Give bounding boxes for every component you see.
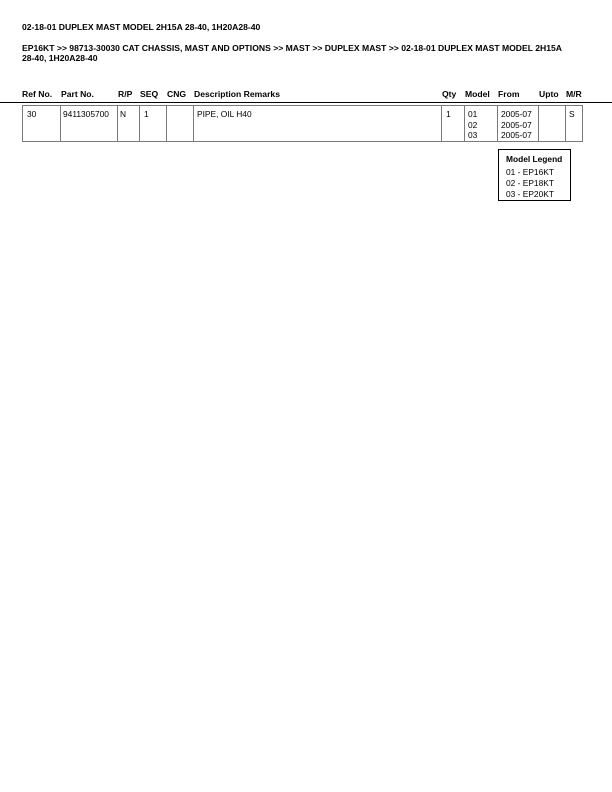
header-from: From [498,89,520,99]
column-divider [166,105,167,142]
model-legend [498,149,571,201]
column-divider [60,105,61,142]
header-rp: R/P [118,89,133,99]
model-legend-item: 01 - EP16KT [506,167,554,177]
cell-from: 2005-07 [501,130,532,140]
cell-model: 02 [468,119,478,130]
cell-mr: S [569,109,575,119]
model-legend-item: 02 - EP18KT [506,178,554,188]
cell-rp: N [120,109,127,119]
header-ref-no: Ref No. [22,89,53,99]
page-title: 02-18-01 DUPLEX MAST MODEL 2H15A 28-40, 1H20A28-40 [22,22,261,32]
model-legend-title: Model Legend [506,154,563,164]
column-divider [117,105,118,142]
breadcrumb-line-1: EP16KT >> 98713-30030 CAT CHASSIS, MAST AND OPTIONS >> MAST >> DUPLEX MAST >> 02-18-01 DUPLEX MAST MODEL 2H15A [22,43,562,53]
breadcrumb-line-2: 28-40, 1H20A28-40 [22,53,98,63]
cell-from: 2005-07 [501,119,532,130]
column-divider [464,105,465,142]
header-mr: M/R [566,89,582,99]
model-legend-item: 03 - EP20KT [506,189,554,199]
breadcrumb [22,43,594,63]
column-divider [441,105,442,142]
column-divider [497,105,498,142]
cell-part-no: 9411305700 [63,109,109,119]
column-divider [139,105,140,142]
header-description: Description Remarks [194,89,280,99]
column-divider [565,105,566,142]
header-upto: Upto [539,89,559,99]
cell-qty: 1 [446,109,451,119]
header-part-no: Part No. [61,89,94,99]
column-divider [193,105,194,142]
column-divider [538,105,539,142]
cell-description: PIPE, OIL H40 [197,109,252,119]
header-qty: Qty [442,89,457,99]
cell-seq: 1 [144,109,149,119]
cell-from: 2005-07 [501,109,532,119]
header-model: Model [465,89,490,99]
cell-ref-no: 30 [27,109,37,119]
cell-model: 01 [468,109,478,119]
header-divider [0,102,612,103]
cell-model: 03 [468,130,478,140]
header-cng: CNG [167,89,187,99]
header-seq: SEQ [140,89,159,99]
